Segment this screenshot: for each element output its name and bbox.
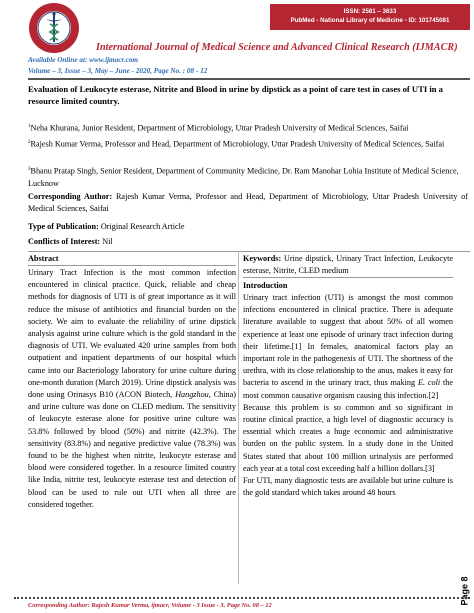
- author-text-1: Neha Khurana, Junior Resident, Department of Microbiology, Uttar Pradesh University of Medical Sciences, Saifai: [30, 123, 409, 133]
- author-sup-1: 1: [28, 124, 31, 129]
- corresponding-author: [28, 191, 468, 215]
- issn-text: ISSN: 2581 – 3633: [343, 8, 397, 15]
- author-affiliation-2: [28, 137, 468, 151]
- author-affiliation-1: [28, 121, 468, 135]
- keywords: [243, 253, 453, 278]
- intro-paragraph-2: Because this problem is so common and so significant in routine clinical practice, a high level of diagnostic accuracy is essential which creates a huge economic and administrative burden on the public system. In a study done in the United States stated that about 100 million urinalysis are performed each year at a total cost exceeding half a billion dollars.[3]: [243, 402, 453, 473]
- abstract-text: [28, 267, 236, 511]
- keywords-label: Keywords:: [243, 254, 282, 263]
- columns-top-rule: [28, 251, 470, 252]
- publication-type: [28, 222, 185, 231]
- journal-title: International Journal of Medical Science and Advanced Clinical Research (IJMACR): [96, 42, 458, 53]
- corresponding-author-label: Corresponding Author:: [28, 192, 113, 201]
- author-text-3: Bhanu Pratap Singh, Senior Resident, Department of Community Medicine, Dr. Ram Manohar Lohia Institute of Medical Science, Lucknow: [28, 166, 459, 188]
- intro-p1-rest: the most common causative organism causing this infection.[2]: [243, 378, 453, 400]
- abstract-column: [28, 253, 236, 511]
- publication-type-text: Original Research Article: [100, 222, 185, 231]
- indexing-banner: [270, 4, 470, 30]
- pubmed-id-text: PubMed - National Library of Medicine - ID: 101745081: [290, 17, 450, 24]
- abstract-body: Urinary Tract Infection is the most common infection encountered in clinical practice. Quick, reliable and cheap methods for diagnosis of UTI is of great importance as it will reduce the misuse of antibiotics and financial burden on the society. We aim to evaluate the reliability of urine dipstick analysis against urine culture which is the gold standard in the diagnosis of UTI. We evaluated 420 urine samples from both outpatient and inpatient departments of our hospital which came into our Bacteriology laboratory for urine culture during one-month duration (March 2019). Urine dipstick analysis was done using Orinasys B10 (ACON Biotech,: [28, 268, 236, 400]
- author-text-2: Rajesh Kumar Verma, Professor and Head, Department of Microbiology, Uttar Pradesh University of Medical Sciences, Saifai: [30, 139, 445, 149]
- intro-column: [243, 253, 453, 499]
- intro-p1-text: Urinary tract infection (UTI) is amongst the most common infections encountered in clinical practice. There is adequate literature available to suggest that about 50% of all women experience at least one episode of urinary tract infection during their lifetime.[1] In females, anatomical factors play an important role in the pathogenesis of UTI. The shortness of the urethra, with its close relationship to the anus, makes it easy for bacteria to ascend in the urinary tract, thus making: [243, 293, 453, 388]
- intro-paragraph-1: [243, 292, 453, 402]
- article-title: Evaluation of Leukocyte esterase, Nitrite and Blood in urine by dipstick as a point of care test in cases of UTI in a resource limited country.: [28, 84, 443, 106]
- volume-issue-line: Volume – 3, Issue – 3, May – June - 2020, Page No. : 08 - 12: [28, 67, 208, 75]
- available-online-link[interactable]: Available Online at: www.ijmacr.com: [28, 56, 139, 64]
- publication-type-label: Type of Publication:: [28, 222, 99, 231]
- abstract-body-rest: , China) and urine culture was done on CLED medium. The sensitivity of leukocyte esterase alone for positive urine culture was 53.8% followed by blood (50%) and nitrite (42.3%). The sensitivity (83.8%) and negative predictive value (78.3%) was found to be the highest when nitrite, leukocyte esterase and blood were considered together. In a resource limited country like India, nitrite test, leukocyte esterase test and detection of blood can be used to rule out UTI when all three are considered together.: [28, 390, 236, 509]
- intro-p1-italic: E. coli: [417, 378, 441, 388]
- conflicts-text: Nil: [102, 237, 113, 246]
- introduction-heading: Introduction: [243, 281, 288, 290]
- abstract-italic-place: Hangzhou: [175, 390, 209, 400]
- header-divider: [28, 78, 470, 80]
- abstract-heading: Abstract: [28, 254, 59, 263]
- author-sup-2: 2: [28, 140, 31, 145]
- author-sup-3: 3: [28, 167, 31, 172]
- conflicts-label: Conflicts of Interest:: [28, 237, 101, 246]
- intro-paragraph-3: For UTI, many diagnostic tests are available but urine culture is the gold standard which takes around 48 hours: [243, 476, 453, 498]
- journal-logo: [28, 2, 80, 54]
- corresponding-author-text: Rajesh Kumar Verma, Professor and Head, Department of Microbiology, Uttar Pradesh University of Medical Sciences, Saifai: [28, 192, 468, 213]
- footer-citation: Corresponding Author: Rajesh Kumar Verma, ijmacr, Volume - 3 Issue - 3, Page No. 08 – 12: [28, 602, 272, 609]
- page-number-text: Page 8: [459, 576, 470, 606]
- author-affiliation-3: [28, 164, 468, 190]
- footer-dotted-rule: [14, 597, 470, 599]
- column-divider: [238, 251, 239, 584]
- conflicts-of-interest: [28, 237, 113, 246]
- keywords-text: Urine dipstick, Urinary Tract Infection, Leukocyte esterase, Nitrite, CLED medium: [243, 254, 454, 275]
